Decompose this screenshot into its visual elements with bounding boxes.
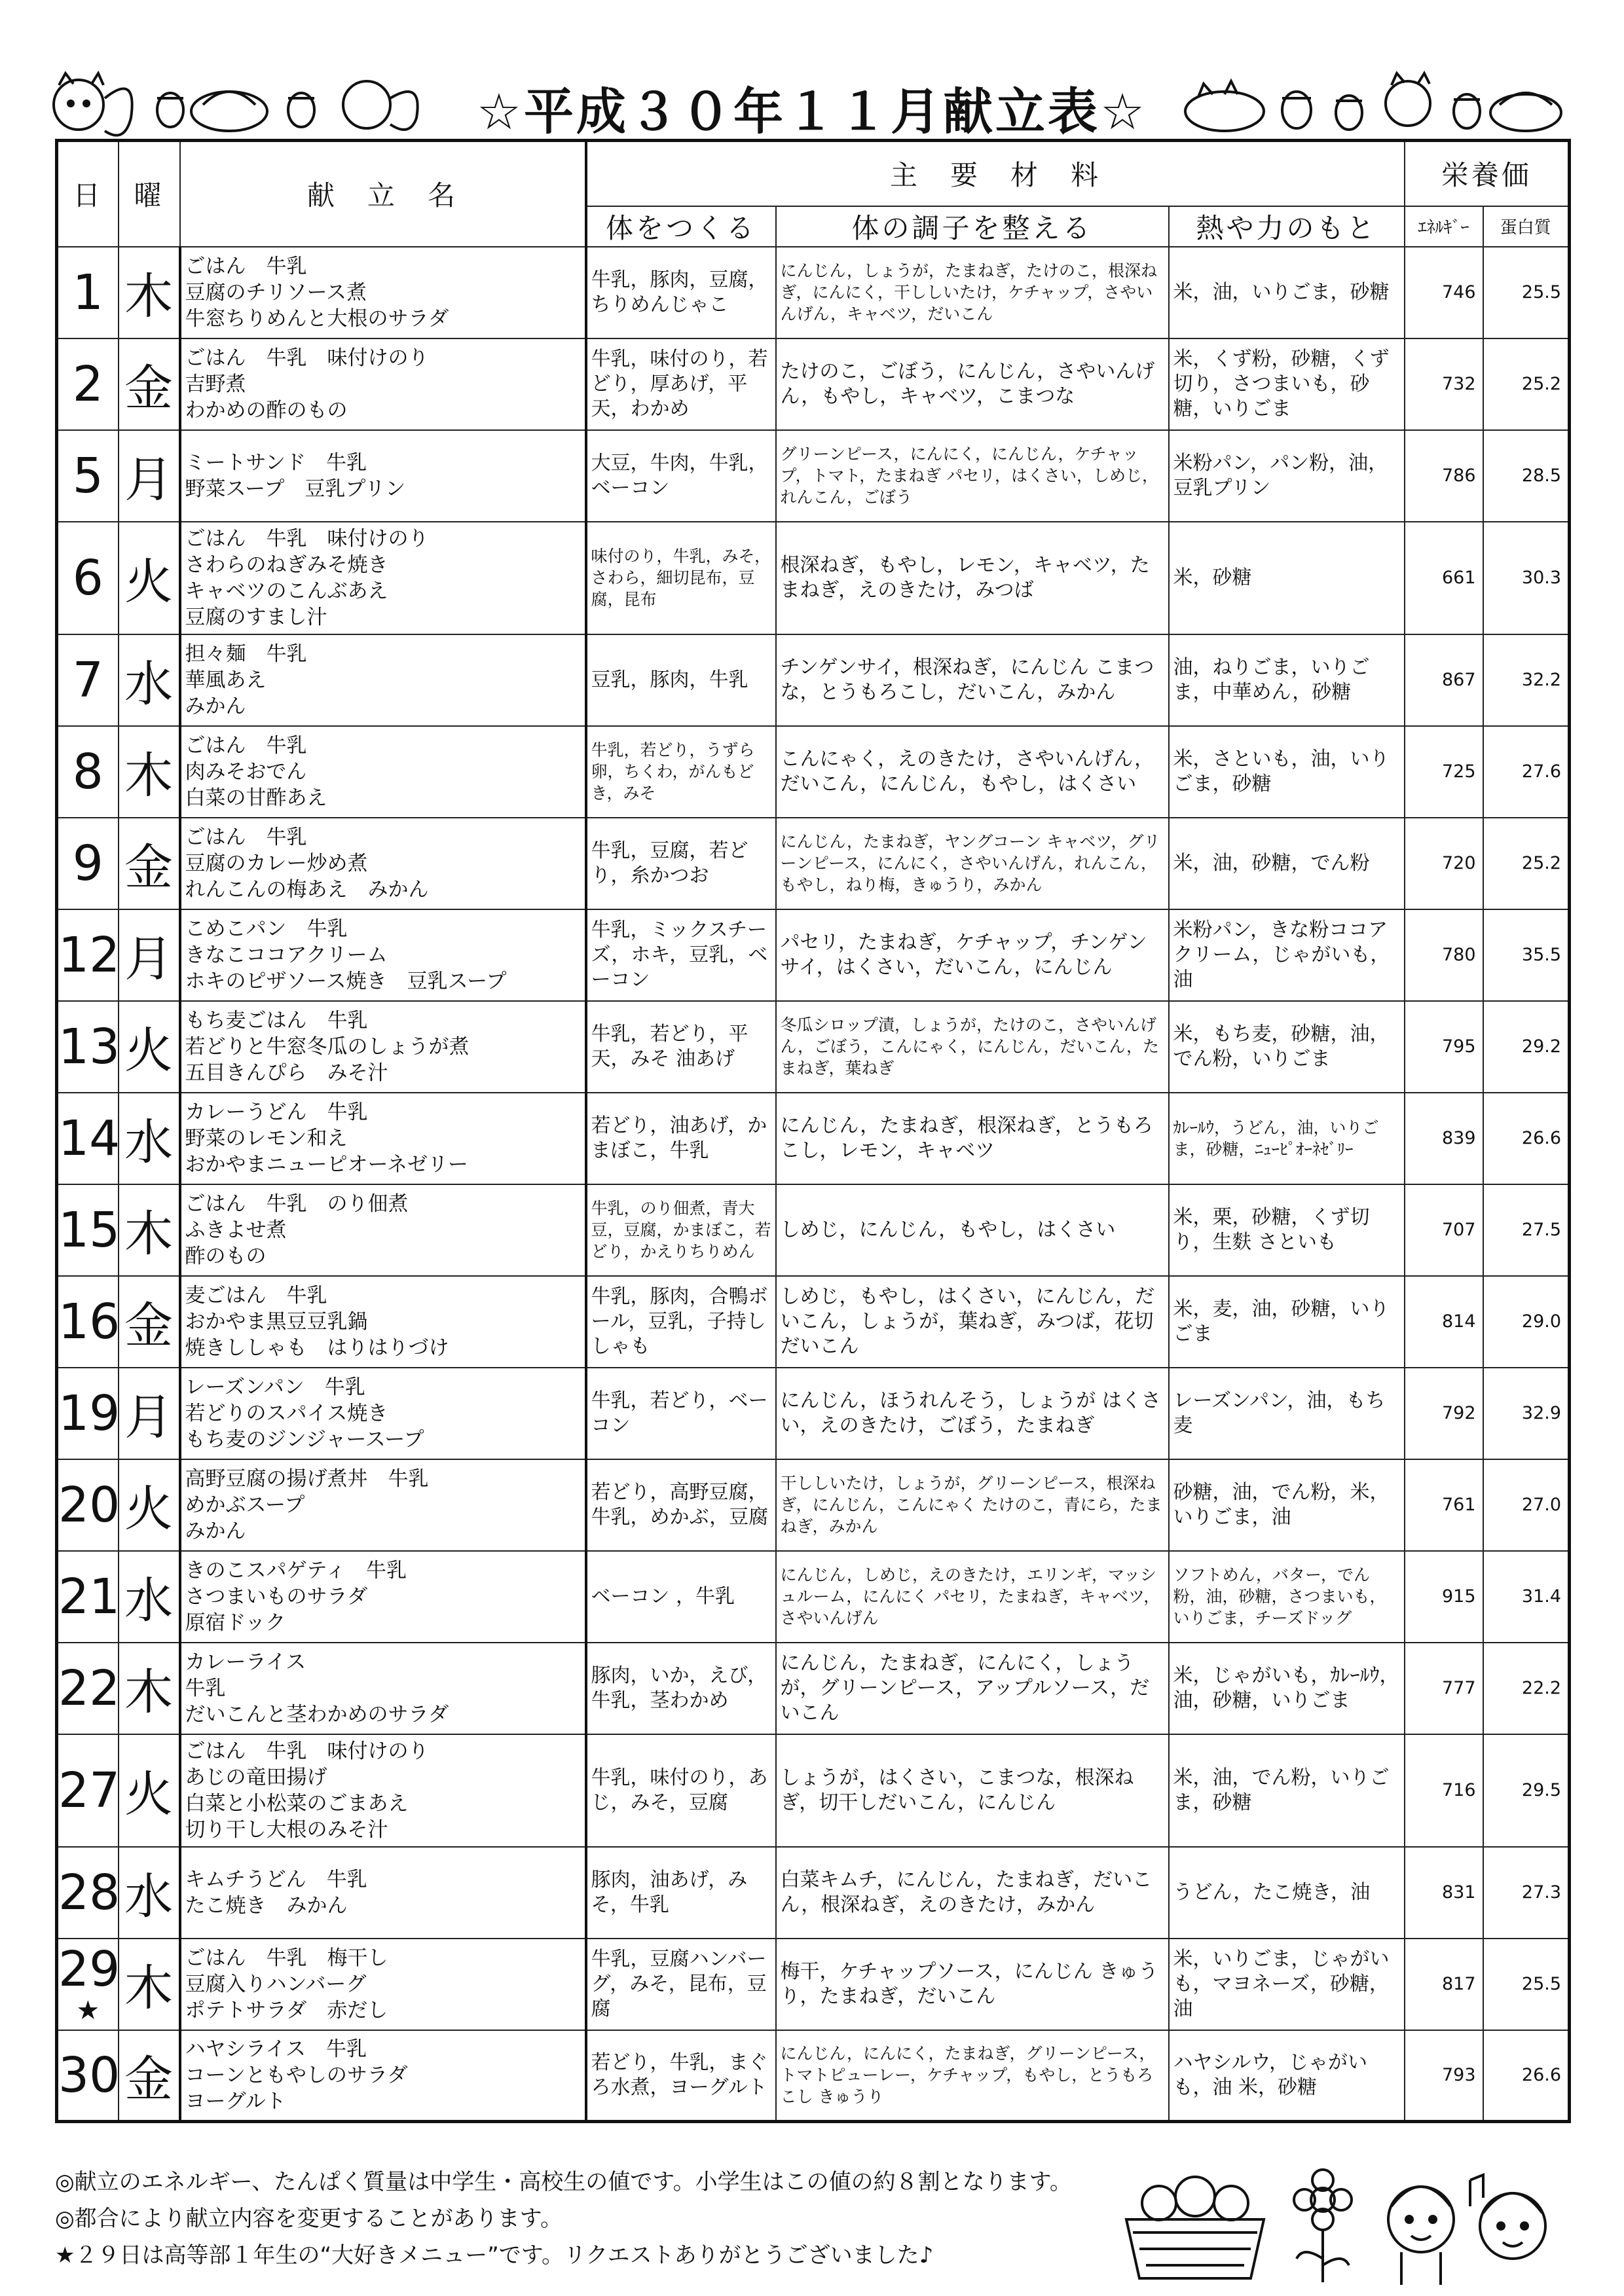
header-day: 日 [57, 141, 119, 247]
energy-source-cell: 米，くず粉，砂糖，くず切り，さつまいも，砂糖，いりごま [1169, 338, 1405, 430]
weekday-cell: 水 [119, 1847, 180, 1939]
day-cell [57, 1093, 119, 1184]
protein-cell: 31.4 [1483, 1551, 1570, 1643]
energy-source-cell: 米，さといも，油，いりごま，砂糖 [1169, 726, 1405, 818]
energy-source-cell: 米，もち麦，砂糖，油，でん粉，いりごま [1169, 1001, 1405, 1093]
day-cell [57, 1001, 119, 1093]
table-row [57, 2030, 1570, 2122]
build-body-cell: 若どり，高野豆腐，牛乳，めかぶ，豆腐 [586, 1459, 776, 1551]
weekday-cell: 月 [119, 1368, 180, 1459]
day-number: 8 [72, 743, 103, 800]
menu-cell: こめこパン 牛乳 きなこココアクリーム ホキのピザソース焼き 豆乳スープ [180, 909, 586, 1001]
protein-cell: 27.6 [1483, 726, 1570, 818]
protein-cell: 25.2 [1483, 818, 1570, 909]
header-build-body: 体をつくる [586, 206, 776, 247]
table-row [57, 1276, 1570, 1368]
menu-cell: ごはん 牛乳 のり佃煮 ふきよせ煮 酢のもの [180, 1184, 586, 1276]
build-body-cell: 豚肉，油あげ，みそ，牛乳 [586, 1847, 776, 1939]
energy-source-cell: ハヤシルウ，じゃがいも，油 米，砂糖 [1169, 2030, 1405, 2122]
condition-body-cell: チンゲンサイ，根深ねぎ，にんじん こまつな，とうもろこし，だいこん，みかん [776, 634, 1169, 726]
build-body-cell: 牛乳，若どり，うずら卵，ちくわ，がんもどき，みそ [586, 726, 776, 818]
menu-cell: 担々麺 牛乳 華風あえ みかん [180, 634, 586, 726]
table-row [57, 1459, 1570, 1551]
flower-icon [1283, 2167, 1362, 2285]
protein-cell: 35.5 [1483, 909, 1570, 1001]
table-row [57, 338, 1570, 430]
energy-source-cell: 米，油，砂糖，でん粉 [1169, 818, 1405, 909]
protein-cell: 25.2 [1483, 338, 1570, 430]
star-mark: ★ [76, 1995, 100, 2026]
table-row [57, 247, 1570, 338]
condition-body-cell: 干ししいたけ，しょうが，グリーンピース，根深ねぎ，にんじん，こんにゃく たけのこ，青にら，たまねぎ，みかん [776, 1459, 1169, 1551]
day-cell [57, 1184, 119, 1276]
build-body-cell: 若どり，油あげ，かまぼこ，牛乳 [586, 1093, 776, 1184]
energy-cell: 761 [1405, 1459, 1483, 1551]
condition-body-cell: しょうが，はくさい，こまつな，根深ねぎ，切干しだいこん，にんじん [776, 1734, 1169, 1847]
day-number: 29 [58, 1941, 120, 1997]
energy-cell: 732 [1405, 338, 1483, 430]
menu-cell: ごはん 牛乳 梅干し 豆腐入りハンバーグ ポテトサラダ 赤だし [180, 1939, 586, 2030]
day-number: 21 [58, 1568, 120, 1625]
table-row [57, 1939, 1570, 2030]
condition-body-cell: たけのこ，ごぼう，にんじん，さやいんげん，もやし，キャベツ，こまつな [776, 338, 1169, 430]
weekday-cell: 木 [119, 247, 180, 338]
energy-source-cell: 米粉パン，きな粉ココアクリーム，じゃがいも，油 [1169, 909, 1405, 1001]
day-cell [57, 338, 119, 430]
weekday-cell: 月 [119, 909, 180, 1001]
protein-cell: 27.3 [1483, 1847, 1570, 1939]
table-row [57, 1368, 1570, 1459]
day-number: 12 [58, 926, 120, 983]
protein-cell: 27.0 [1483, 1459, 1570, 1551]
build-body-cell: 牛乳，豆腐，若どり，糸かつお [586, 818, 776, 909]
header-row [57, 141, 1570, 206]
day-cell [57, 634, 119, 726]
protein-cell: 30.3 [1483, 522, 1570, 634]
build-body-cell: 豚肉，いか，えび，牛乳，茎わかめ [586, 1643, 776, 1734]
energy-cell: 814 [1405, 1276, 1483, 1368]
menu-cell: きのこスパゲティ 牛乳 さつまいものサラダ 原宿ドック [180, 1551, 586, 1643]
table-row [57, 1643, 1570, 1734]
table-row [57, 1551, 1570, 1643]
header-menu: 献 立 名 [180, 141, 586, 247]
condition-body-cell: 白菜キムチ，にんじん，たまねぎ，だいこん，根深ねぎ，えのきたけ，みかん [776, 1847, 1169, 1939]
condition-body-cell: パセリ，たまねぎ，ケチャップ，チンゲンサイ，はくさい，だいこん，にんじん [776, 909, 1169, 1001]
day-number: 20 [58, 1476, 120, 1533]
weekday-cell: 水 [119, 634, 180, 726]
build-body-cell: 豆乳，豚肉，牛乳 [586, 634, 776, 726]
condition-body-cell: 冬瓜シロップ漬，しょうが，たけのこ，さやいんげん，ごぼう，こんにゃく，にんじん，だいこん，たまねぎ，葉ねぎ [776, 1001, 1169, 1093]
build-body-cell: 牛乳，若どり，平天，みそ 油あげ [586, 1001, 776, 1093]
build-body-cell: 味付のり，牛乳，みそ，さわら，細切昆布，豆腐，昆布 [586, 522, 776, 634]
energy-cell: 661 [1405, 522, 1483, 634]
energy-cell: 831 [1405, 1847, 1483, 1939]
protein-cell: 32.2 [1483, 634, 1570, 726]
energy-source-cell: ソフトめん，バター，でん粉，油，砂糖，さつまいも，いりごま，チーズドッグ [1169, 1551, 1405, 1643]
day-number: 27 [58, 1762, 120, 1819]
energy-source-cell: ｶﾚｰﾙｳ，うどん，油，いりごま，砂糖，ﾆｭｰﾋﾟｵｰﾈｾﾞﾘｰ [1169, 1093, 1405, 1184]
energy-cell: 792 [1405, 1368, 1483, 1459]
menu-cell: 麦ごはん 牛乳 おかやま黒豆豆乳鍋 焼きししゃも はりはりづけ [180, 1276, 586, 1368]
energy-cell: 780 [1405, 909, 1483, 1001]
day-cell [57, 522, 119, 634]
menu-cell: キムチうどん 牛乳 たこ焼き みかん [180, 1847, 586, 1939]
build-body-cell: 牛乳，若どり，ベーコン [586, 1368, 776, 1459]
energy-cell: 707 [1405, 1184, 1483, 1276]
table-row [57, 726, 1570, 818]
menu-cell: ミートサンド 牛乳 野菜スープ 豆乳プリン [180, 430, 586, 522]
weekday-cell: 木 [119, 1184, 180, 1276]
energy-source-cell: 米，いりごま，じゃがいも，マヨネーズ，砂糖，油 [1169, 1939, 1405, 2030]
table-row [57, 634, 1570, 726]
day-number: 2 [72, 355, 103, 412]
menu-cell: カレーライス 牛乳 だいこんと茎わかめのサラダ [180, 1643, 586, 1734]
menu-cell: レーズンパン 牛乳 若どりのスパイス焼き もち麦のジンジャースープ [180, 1368, 586, 1459]
weekday-cell: 木 [119, 726, 180, 818]
menu-table [55, 139, 1571, 2123]
condition-body-cell: にんじん，たまねぎ，根深ねぎ，とうもろこし，レモン，キャベツ [776, 1093, 1169, 1184]
table-row [57, 430, 1570, 522]
weekday-cell: 金 [119, 1276, 180, 1368]
menu-cell: ごはん 牛乳 豆腐のチリソース煮 牛窓ちりめんと大根のサラダ [180, 247, 586, 338]
day-cell [57, 726, 119, 818]
build-body-cell: 牛乳，豆腐ハンバーグ，みそ，昆布，豆腐 [586, 1939, 776, 2030]
day-cell [57, 1368, 119, 1459]
energy-source-cell: 米，砂糖 [1169, 522, 1405, 634]
table-row [57, 818, 1570, 909]
energy-cell: 716 [1405, 1734, 1483, 1847]
energy-cell: 777 [1405, 1643, 1483, 1734]
weekday-cell: 木 [119, 1643, 180, 1734]
day-cell [57, 1734, 119, 1847]
note-request: ★２９日は高等部１年生の“大好きメニュー”です。リクエストありがとうございました♪ [55, 2242, 934, 2269]
protein-cell: 22.2 [1483, 1643, 1570, 1734]
weekday-cell: 火 [119, 1734, 180, 1847]
header-energy-source: 熱や力のもと [1169, 206, 1405, 247]
condition-body-cell: にんじん，たまねぎ，ヤングコーン キャベツ，グリーンピース，にんにく，さやいんげん，れんこん，もやし，ねり梅，きゅうり，みかん [776, 818, 1169, 909]
menu-cell: ごはん 牛乳 肉みそおでん 白菜の甘酢あえ [180, 726, 586, 818]
day-cell [57, 1939, 119, 2030]
day-cell [57, 2030, 119, 2122]
condition-body-cell: しめじ，にんじん，もやし，はくさい [776, 1184, 1169, 1276]
table-row [57, 909, 1570, 1001]
protein-cell: 26.6 [1483, 2030, 1570, 2122]
condition-body-cell: しめじ，もやし，はくさい，にんじん，だいこん，しょうが，葉ねぎ，みつば，花切だいこん [776, 1276, 1169, 1368]
energy-cell: 817 [1405, 1939, 1483, 2030]
day-cell [57, 909, 119, 1001]
energy-cell: 746 [1405, 247, 1483, 338]
weekday-cell: 火 [119, 1001, 180, 1093]
page-title: ☆平成３０年１１月献立表☆ [476, 82, 1148, 141]
header-condition-body: 体の調子を整える [776, 206, 1169, 247]
day-number: 22 [58, 1660, 120, 1717]
menu-cell: もち麦ごはん 牛乳 若どりと牛窓冬瓜のしょうが煮 五目きんぴら みそ汁 [180, 1001, 586, 1093]
day-cell [57, 430, 119, 522]
energy-source-cell: 米粉パン，パン粉，油，豆乳プリン [1169, 430, 1405, 522]
build-body-cell: 若どり，牛乳，まぐろ水煮，ヨーグルト [586, 2030, 776, 2122]
energy-cell: 793 [1405, 2030, 1483, 2122]
day-cell [57, 1643, 119, 1734]
menu-cell: ハヤシライス 牛乳 コーンともやしのサラダ ヨーグルト [180, 2030, 586, 2122]
energy-source-cell: 砂糖，油，でん粉，米，いりごま，油 [1169, 1459, 1405, 1551]
energy-source-cell: 米，油，でん粉，いりごま，砂糖 [1169, 1734, 1405, 1847]
table-row [57, 1001, 1570, 1093]
menu-cell: ごはん 牛乳 味付けのり 吉野煮 わかめの酢のもの [180, 338, 586, 430]
day-cell [57, 818, 119, 909]
build-body-cell: 牛乳，味付のり，若どり，厚あげ，平天，わかめ [586, 338, 776, 430]
characters-icon [1375, 2167, 1565, 2288]
menu-cell: 高野豆腐の揚げ煮丼 牛乳 めかぶスープ みかん [180, 1459, 586, 1551]
day-cell [57, 1459, 119, 1551]
weekday-cell: 木 [119, 1939, 180, 2030]
weekday-cell: 水 [119, 1093, 180, 1184]
day-number: 5 [72, 447, 103, 504]
vegetable-basket-icon [1113, 2167, 1277, 2285]
build-body-cell: 牛乳，豚肉，豆腐，ちりめんじゃこ [586, 247, 776, 338]
day-number: 1 [72, 264, 103, 321]
energy-source-cell: うどん，たこ焼き，油 [1169, 1847, 1405, 1939]
condition-body-cell: にんじん，しめじ，えのきたけ，エリンギ，マッシュルーム，にんにく パセリ，たまねぎ，キャベツ，さやいんげん [776, 1551, 1169, 1643]
day-number: 9 [72, 835, 103, 892]
condition-body-cell: にんじん，にんにく，たまねぎ，グリーンピース，トマトピューレー，ケチャップ，もやし，とうもろこし きゅうり [776, 2030, 1169, 2122]
condition-body-cell: にんじん，しょうが，たまねぎ，たけのこ，根深ねぎ，にんにく，干ししいたけ，ケチャップ，さやいんげん，キャベツ，だいこん [776, 247, 1169, 338]
energy-cell: 720 [1405, 818, 1483, 909]
protein-cell: 29.0 [1483, 1276, 1570, 1368]
note-energy: ◎献立のエネルギー、たんぱく質量は中学生・高校生の値です。小学生はこの値の約８割となります。 [55, 2169, 1072, 2195]
energy-cell: 839 [1405, 1093, 1483, 1184]
energy-source-cell: 油，ねりごま，いりごま，中華めん，砂糖 [1169, 634, 1405, 726]
condition-body-cell: 根深ねぎ，もやし，レモン，キャベツ，たまねぎ，えのきたけ，みつば [776, 522, 1169, 634]
energy-cell: 725 [1405, 726, 1483, 818]
day-cell [57, 1847, 119, 1939]
energy-cell: 867 [1405, 634, 1483, 726]
condition-body-cell: グリーンピース，にんにく，にんじん，ケチャップ，トマト，たまねぎ パセリ，はくさい，しめじ，れんこん，ごぼう [776, 430, 1169, 522]
build-body-cell: 牛乳，味付のり，あじ，みそ，豆腐 [586, 1734, 776, 1847]
energy-cell: 795 [1405, 1001, 1483, 1093]
day-number: 16 [58, 1293, 120, 1350]
energy-source-cell: 米，じゃがいも，ｶﾚｰﾙｳ，油，砂糖，いりごま [1169, 1643, 1405, 1734]
note-change: ◎都合により献立内容を変更することがあります。 [55, 2206, 563, 2232]
table-row [57, 522, 1570, 634]
weekday-cell: 火 [119, 1459, 180, 1551]
table-row [57, 1847, 1570, 1939]
day-cell [57, 1551, 119, 1643]
day-number: 30 [58, 2047, 120, 2104]
title-bar [0, 59, 1624, 151]
weekday-cell: 火 [119, 522, 180, 634]
build-body-cell: 大豆，牛肉，牛乳，ベーコン [586, 430, 776, 522]
day-number: 7 [72, 651, 103, 708]
build-body-cell: 牛乳，豚肉，合鴨ボール，豆乳，子持ししゃも [586, 1276, 776, 1368]
energy-cell: 786 [1405, 430, 1483, 522]
weekday-cell: 金 [119, 338, 180, 430]
table-row [57, 1093, 1570, 1184]
day-number: 6 [72, 549, 103, 606]
weekday-cell: 月 [119, 430, 180, 522]
header-main-ingredients: 主 要 材 料 [586, 141, 1405, 206]
protein-cell: 26.6 [1483, 1093, 1570, 1184]
condition-body-cell: こんにゃく，えのきたけ，さやいんげん，だいこん，にんじん，もやし，はくさい [776, 726, 1169, 818]
menu-cell: ごはん 牛乳 味付けのり さわらのねぎみそ焼き キャベツのこんぶあえ 豆腐のすまし汁 [180, 522, 586, 634]
energy-source-cell: レーズンパン，油，もち麦 [1169, 1368, 1405, 1459]
weekday-cell: 金 [119, 2030, 180, 2122]
day-number: 19 [58, 1385, 120, 1442]
menu-cell: ごはん 牛乳 豆腐のカレー炒め煮 れんこんの梅あえ みかん [180, 818, 586, 909]
protein-cell: 28.5 [1483, 430, 1570, 522]
table-row [57, 1184, 1570, 1276]
condition-body-cell: にんじん，たまねぎ，にんにく，しょうが，グリーンピース，アップルソース，だいこん [776, 1643, 1169, 1734]
menu-cell: ごはん 牛乳 味付けのり あじの竜田揚げ 白菜と小松菜のごまあえ 切り干し大根のみそ汁 [180, 1734, 586, 1847]
day-cell [57, 1276, 119, 1368]
protein-cell: 25.5 [1483, 247, 1570, 338]
protein-cell: 25.5 [1483, 1939, 1570, 2030]
energy-source-cell: 米，栗，砂糖，くず切り，生麩 さといも [1169, 1184, 1405, 1276]
build-body-cell: 牛乳，ミックスチーズ，ホキ，豆乳，ベーコン [586, 909, 776, 1001]
energy-source-cell: 米，油，いりごま，砂糖 [1169, 247, 1405, 338]
weekday-cell: 水 [119, 1551, 180, 1643]
menu-cell: カレーうどん 牛乳 野菜のレモン和え おかやまニューピオーネゼリー [180, 1093, 586, 1184]
table-row [57, 1734, 1570, 1847]
protein-cell: 29.2 [1483, 1001, 1570, 1093]
energy-cell: 915 [1405, 1551, 1483, 1643]
weekday-cell: 金 [119, 818, 180, 909]
day-number: 13 [58, 1018, 120, 1075]
condition-body-cell: にんじん，ほうれんそう，しょうが はくさい，えのきたけ，ごぼう，たまねぎ [776, 1368, 1169, 1459]
day-number: 28 [58, 1864, 120, 1921]
squirrel-acorn-decoration-left-icon [39, 65, 445, 144]
header-protein: 蛋白質 [1483, 206, 1570, 247]
header-weekday: 曜 [119, 141, 180, 247]
header-nutrition: 栄養価 [1405, 141, 1570, 206]
protein-cell: 29.5 [1483, 1734, 1570, 1847]
condition-body-cell: 梅干，ケチャップソース，にんじん きゅうり，たまねぎ，だいこん [776, 1939, 1169, 2030]
day-number: 14 [58, 1110, 120, 1167]
protein-cell: 32.9 [1483, 1368, 1570, 1459]
cat-acorn-decoration-right-icon [1179, 65, 1585, 144]
protein-cell: 27.5 [1483, 1184, 1570, 1276]
energy-source-cell: 米，麦，油，砂糖，いりごま [1169, 1276, 1405, 1368]
header-energy: ｴﾈﾙｷﾞｰ [1405, 206, 1483, 247]
day-cell [57, 247, 119, 338]
build-body-cell: 牛乳，のり佃煮，青大豆，豆腐，かまぼこ，若どり，かえりちりめん [586, 1184, 776, 1276]
day-number: 15 [58, 1201, 120, 1258]
build-body-cell: ベーコン ，牛乳 [586, 1551, 776, 1643]
